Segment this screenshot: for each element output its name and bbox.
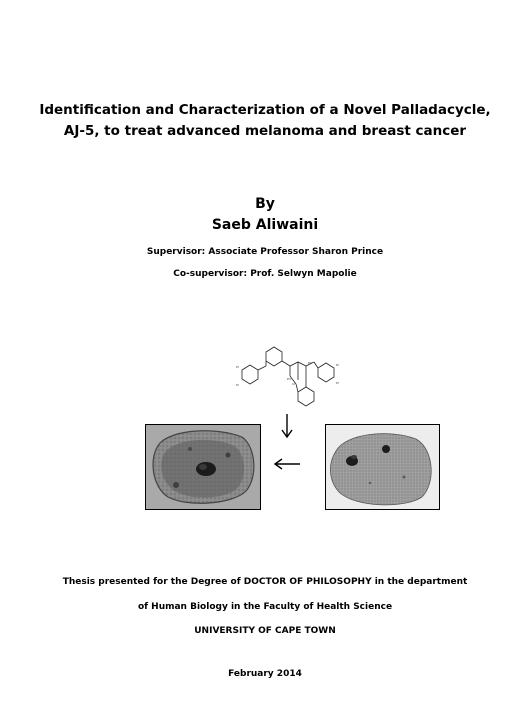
svg-text:Cl: Cl [292, 382, 295, 386]
supervisor-line: Supervisor: Associate Professor Sharon Prince [146, 247, 384, 257]
thesis-title-line-1: Identification and Characterization of a Novel Palladacycle, [39, 102, 491, 118]
thesis-title-line-2: AJ-5, to treat advanced melanoma and breast cancer [63, 123, 467, 139]
by-label: By [255, 196, 275, 212]
svg-text:Pr: Pr [236, 383, 239, 387]
svg-text:Pr: Pr [336, 363, 339, 367]
svg-text:Ph: Ph [308, 361, 312, 365]
arrow-left-icon [273, 457, 301, 471]
svg-text:Pr: Pr [236, 365, 239, 369]
author-name: Saeb Aliwaini [211, 217, 319, 233]
svg-text:Pd: Pd [287, 377, 291, 381]
cosupervisor-line: Co-supervisor: Prof. Selwyn Mapolie [173, 269, 357, 279]
submission-date: February 2014 [228, 669, 302, 679]
micrograph-control-cell [325, 424, 440, 510]
thesis-statement-line-1: Thesis presented for the Degree of DOCTOR OF PHILOSOPHY in the department [62, 577, 468, 587]
palladacycle-structure-diagram [232, 340, 348, 416]
svg-text:Pr: Pr [336, 381, 339, 385]
university-name: UNIVERSITY OF CAPE TOWN [194, 626, 336, 636]
micrograph-treated-cell [145, 424, 261, 510]
arrow-down-icon [279, 413, 295, 439]
thesis-statement-line-2: of Human Biology in the Faculty of Health Science [137, 602, 393, 612]
